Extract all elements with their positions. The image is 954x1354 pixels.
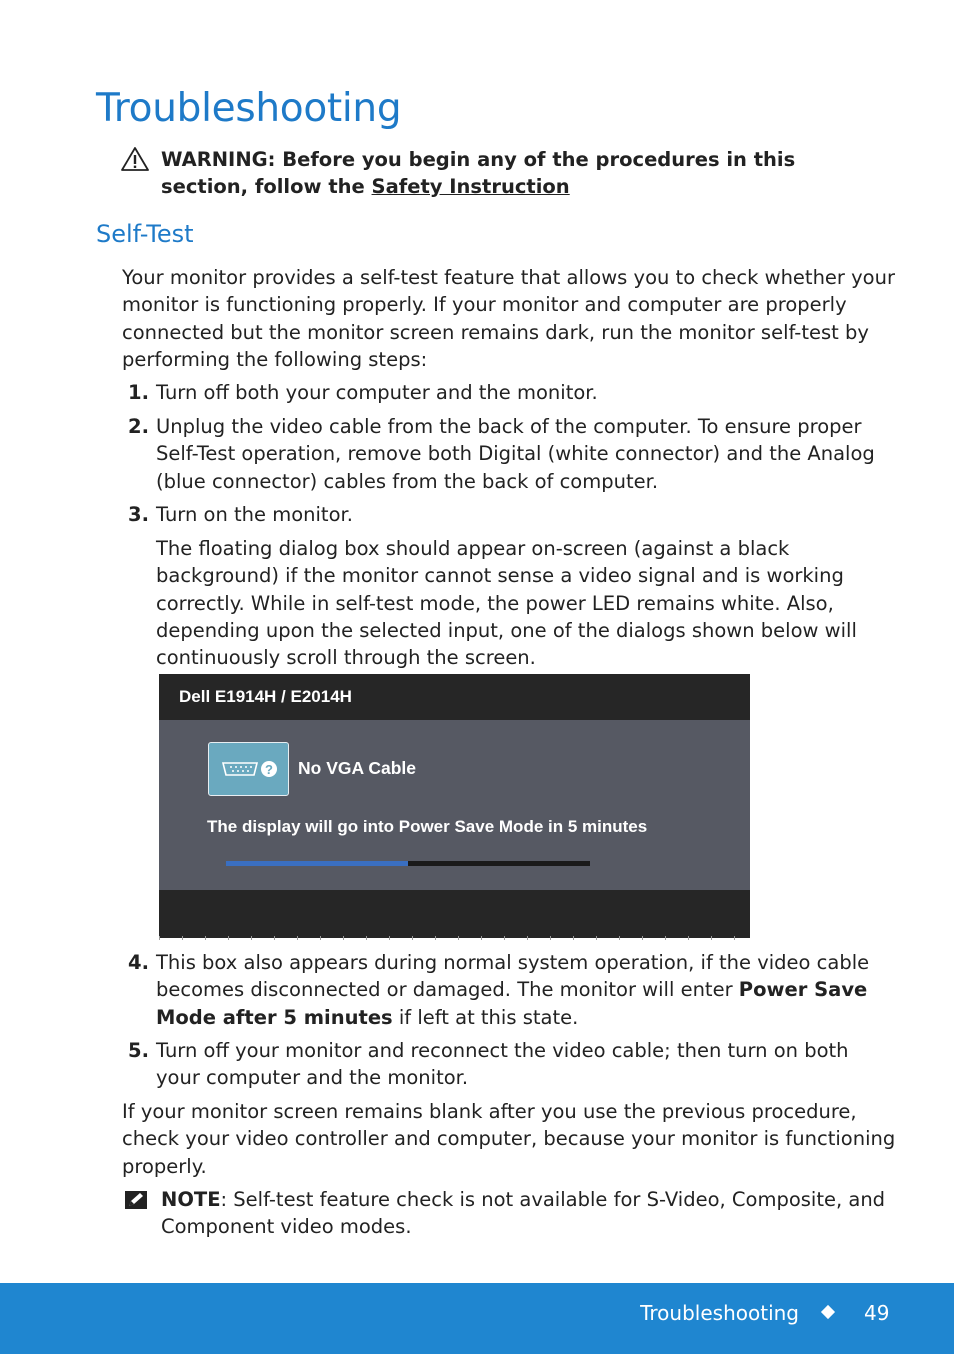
dialog-scale-ticks — [159, 936, 750, 940]
intro-paragraph: Your monitor provides a self-test feature that allows you to check whether your monitor is functioning properly. If your monitor and computer are properly connected but the monitor screen remains dark, run the monitor self-test by performing the following steps: — [122, 266, 895, 371]
step-text: Turn off both your computer and the monitor. — [156, 381, 598, 404]
note-label: NOTE — [161, 1188, 221, 1211]
step-text: Turn on the monitor. — [156, 503, 353, 526]
step-number: 1. — [128, 381, 149, 404]
step-text: This box also appears during normal system operation, if the video cable becomes disconnected or damaged. The monitor will enter Power Save Mode after 5 minutes if left at this state. — [156, 951, 870, 1029]
step-item — [122, 379, 892, 406]
diamond-icon — [821, 1305, 835, 1319]
step-text: Unplug the video cable from the back of the computer. To ensure proper Self-Test operation, remove both Digital (white connector) and the Analog (blue connector) cables from the back of computer. — [156, 415, 875, 493]
step-number: 5. — [128, 1039, 149, 1062]
page-number: 49 — [864, 1301, 890, 1325]
step-number: 4. — [128, 951, 149, 974]
pencil-icon — [124, 1190, 148, 1217]
step-item — [122, 501, 892, 528]
page-footer — [0, 1283, 954, 1354]
power-save-progress-bar — [226, 861, 590, 866]
step-text: Turn off your monitor and reconnect the video cable; then turn on both your computer and the monitor. — [156, 1039, 849, 1090]
note-text: NOTE: Self-test feature check is not available for S-Video, Composite, and Component video modes. — [161, 1188, 886, 1239]
svg-text:?: ? — [265, 762, 273, 777]
warning-icon — [120, 146, 150, 179]
power-save-emphasis: Power Save Mode after 5 minutes — [156, 978, 868, 1029]
dialog-title: Dell E1914H / E2014H — [179, 687, 352, 706]
page-title: Troubleshooting — [96, 86, 402, 131]
vga-connector-question-icon — [208, 742, 289, 796]
progress-fill — [226, 861, 408, 866]
step-item — [122, 949, 892, 1031]
note-callout — [122, 1186, 892, 1241]
step3-detail: The floating dialog box should appear on-screen (against a black background) if the monitor cannot sense a video signal and is working correctly. While in self-test mode, the power LED remains white. Also, depending upon the selected input, one of the dialogs shown below will continuously scroll through the screen. — [156, 537, 857, 670]
step-number: 3. — [128, 503, 149, 526]
warning-text: WARNING: Before you begin any of the procedures in this section, follow the Safety Instruction — [161, 148, 796, 198]
footer-section: Troubleshooting — [640, 1301, 799, 1325]
safety-instruction-link[interactable]: Safety Instruction — [371, 175, 570, 198]
section-title: Self-Test — [96, 220, 194, 248]
power-save-message: The display will go into Power Save Mode in 5 minutes — [207, 817, 648, 836]
dialog-title-bar — [159, 674, 750, 720]
warning-callout — [120, 146, 880, 200]
step-item — [122, 1037, 892, 1092]
step-number: 2. — [128, 415, 149, 438]
step-item — [122, 413, 892, 495]
dialog-message: No VGA Cable — [298, 758, 416, 778]
conclusion-paragraph: If your monitor screen remains blank after you use the previous procedure, check your video controller and computer, because your monitor is functioning properly. — [122, 1100, 896, 1178]
no-cable-dialog — [159, 674, 750, 938]
dialog-body — [159, 720, 750, 890]
